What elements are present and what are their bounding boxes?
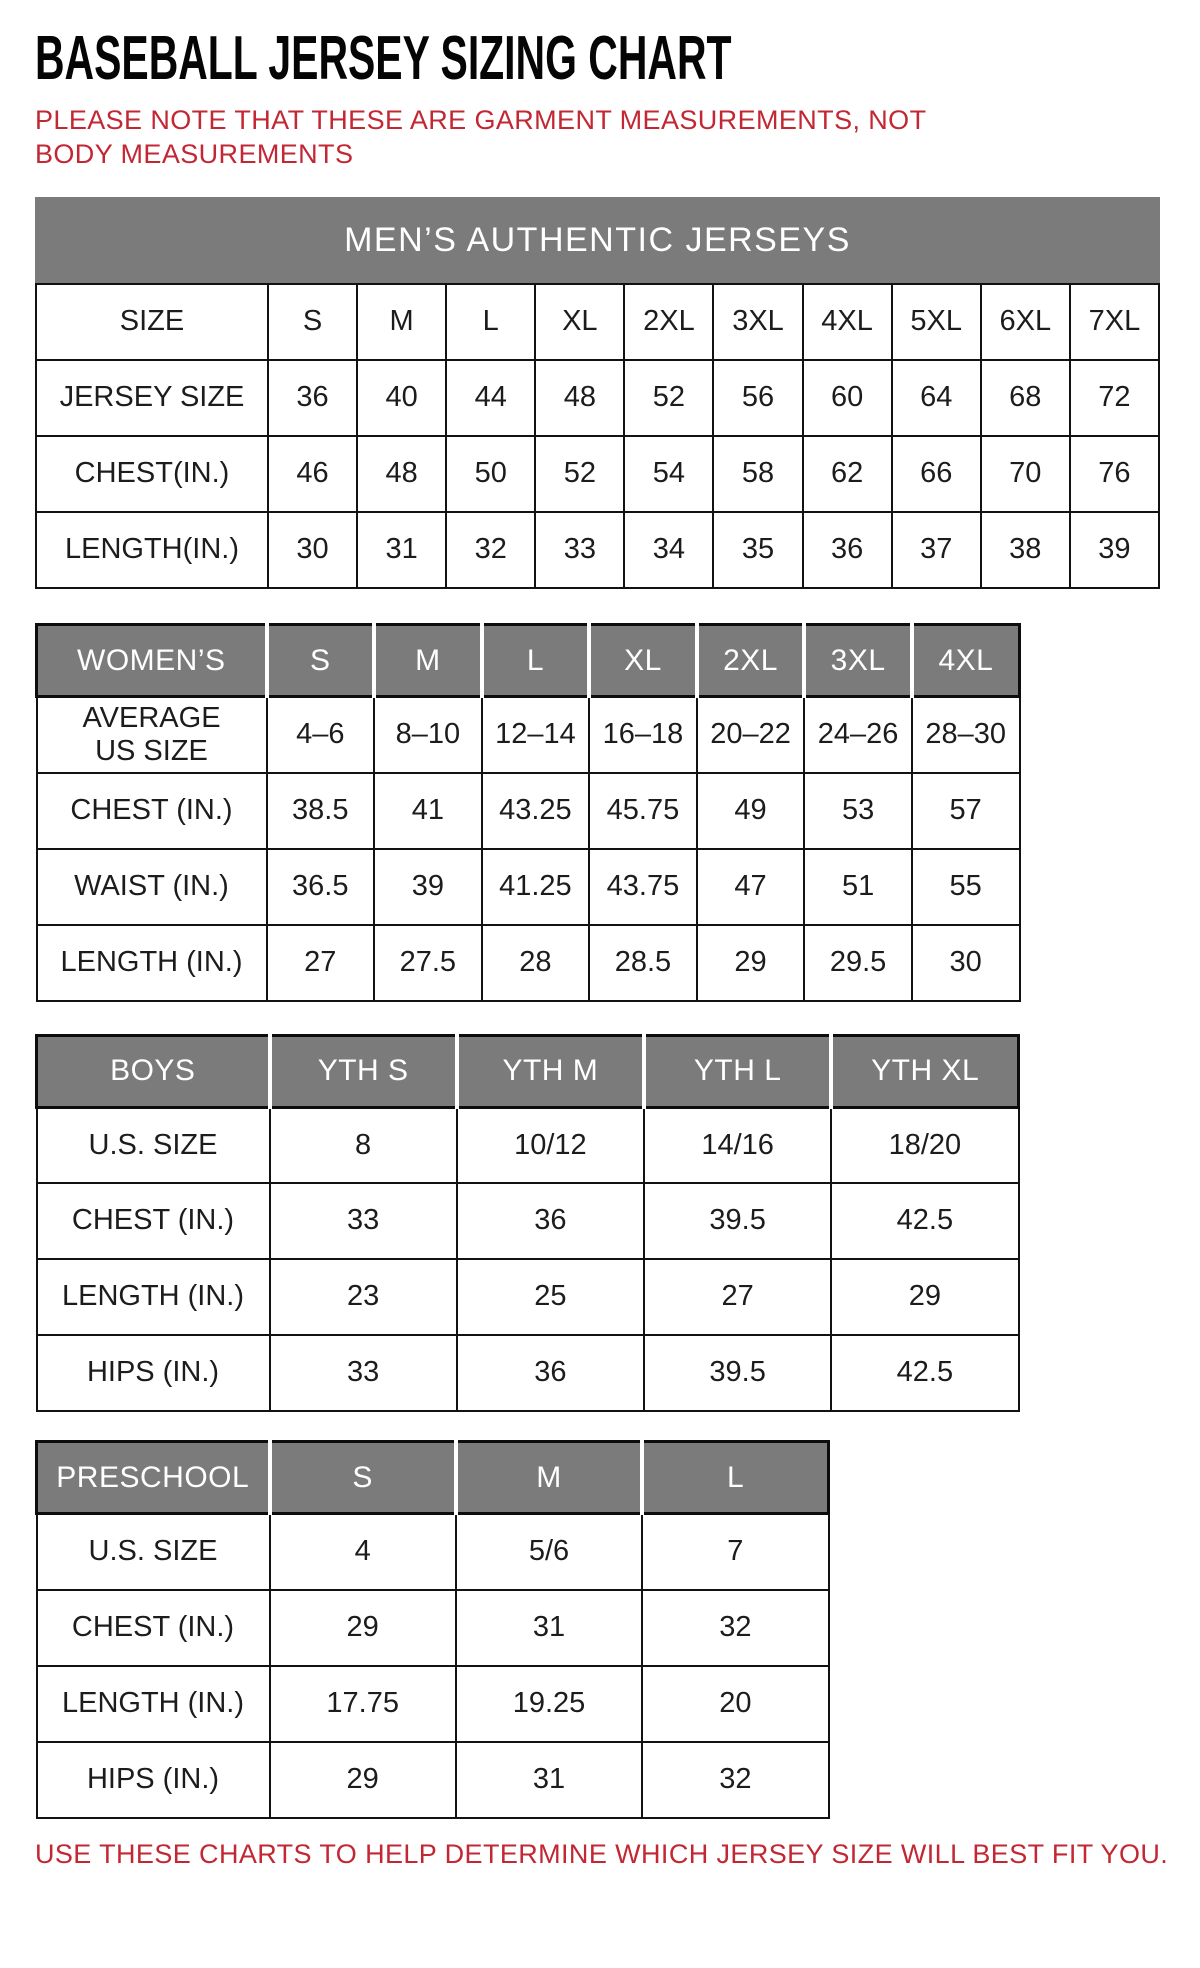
row-label-cell: CHEST (IN.) xyxy=(37,1183,270,1259)
value-cell: 57 xyxy=(912,773,1020,849)
table-row xyxy=(37,849,1020,925)
value-cell: 29 xyxy=(831,1259,1018,1335)
row-label-cell: WAIST (IN.) xyxy=(37,849,267,925)
table-row xyxy=(36,512,1159,588)
value-cell: 36.5 xyxy=(267,849,375,925)
value-cell: 47 xyxy=(697,849,805,925)
size-column-header: S xyxy=(267,625,375,697)
value-cell: 8 xyxy=(270,1107,457,1183)
boys-header-row xyxy=(37,1035,1019,1107)
value-cell: 10/12 xyxy=(457,1107,644,1183)
value-cell: 33 xyxy=(535,512,624,588)
table-row xyxy=(37,1335,1019,1411)
value-cell: 19.25 xyxy=(456,1666,642,1742)
value-cell: 17.75 xyxy=(270,1666,456,1742)
row-label-cell: LENGTH (IN.) xyxy=(37,1259,270,1335)
value-cell: 4–6 xyxy=(267,697,375,773)
row-label-cell: CHEST (IN.) xyxy=(37,1590,270,1666)
value-cell: 29 xyxy=(270,1590,456,1666)
table-row xyxy=(36,284,1159,360)
size-column-header: 2XL xyxy=(697,625,805,697)
value-cell: 38 xyxy=(981,512,1070,588)
page-title-text: BASEBALL JERSEY SIZING CHART xyxy=(35,24,732,93)
size-column-header: YTH XL xyxy=(831,1035,1018,1107)
value-cell: 4XL xyxy=(803,284,892,360)
value-cell: 30 xyxy=(268,512,357,588)
value-cell: 20–22 xyxy=(697,697,805,773)
value-cell: 28.5 xyxy=(589,925,697,1001)
value-cell: 48 xyxy=(357,436,446,512)
size-column-header: 3XL xyxy=(804,625,912,697)
value-cell: 44 xyxy=(446,360,535,436)
row-label-cell: U.S. SIZE xyxy=(37,1514,270,1590)
row-label-cell: HIPS (IN.) xyxy=(37,1335,270,1411)
value-cell: M xyxy=(357,284,446,360)
table-row xyxy=(37,1742,829,1818)
table-row xyxy=(37,1514,829,1590)
size-column-header: L xyxy=(642,1442,828,1514)
page-title xyxy=(35,26,1200,91)
size-column-header: YTH M xyxy=(457,1035,644,1107)
boys-header-label: BOYS xyxy=(37,1035,270,1107)
value-cell: 5/6 xyxy=(456,1514,642,1590)
row-label-cell: LENGTH (IN.) xyxy=(37,925,267,1001)
table-row xyxy=(37,1183,1019,1259)
value-cell: 2XL xyxy=(624,284,713,360)
table-row xyxy=(36,360,1159,436)
table-row xyxy=(36,436,1159,512)
sizing-chart-page xyxy=(0,26,1200,1871)
value-cell: 28–30 xyxy=(912,697,1020,773)
table-row xyxy=(37,773,1020,849)
value-cell: 45.75 xyxy=(589,773,697,849)
value-cell: 64 xyxy=(892,360,981,436)
table-row xyxy=(37,1259,1019,1335)
value-cell: 12–14 xyxy=(482,697,590,773)
value-cell: 5XL xyxy=(892,284,981,360)
preschool-size-table xyxy=(35,1440,830,1819)
value-cell: 54 xyxy=(624,436,713,512)
row-label-cell: LENGTH (IN.) xyxy=(37,1666,270,1742)
size-column-header: M xyxy=(456,1442,642,1514)
table-row xyxy=(37,697,1020,773)
table-row xyxy=(37,1590,829,1666)
value-cell: 29 xyxy=(270,1742,456,1818)
mens-table-section xyxy=(35,197,1200,589)
value-cell: 55 xyxy=(912,849,1020,925)
value-cell: 32 xyxy=(642,1742,828,1818)
value-cell: 27.5 xyxy=(374,925,482,1001)
value-cell: 27 xyxy=(267,925,375,1001)
row-label-cell: LENGTH(IN.) xyxy=(36,512,268,588)
value-cell: 35 xyxy=(713,512,802,588)
table-row xyxy=(37,1107,1019,1183)
note-garment-measurements: PLEASE NOTE THAT THESE ARE GARMENT MEASUREMENTS, NOT BODY MEASUREMENTS xyxy=(35,105,926,170)
value-cell: L xyxy=(446,284,535,360)
row-label-cell: AVERAGE US SIZE xyxy=(37,697,267,773)
row-label-cell: CHEST (IN.) xyxy=(37,773,267,849)
value-cell: 31 xyxy=(357,512,446,588)
row-label-cell: SIZE xyxy=(36,284,268,360)
value-cell: 39.5 xyxy=(644,1335,831,1411)
table-row xyxy=(37,925,1020,1001)
value-cell: 39.5 xyxy=(644,1183,831,1259)
value-cell: 39 xyxy=(374,849,482,925)
value-cell: 56 xyxy=(713,360,802,436)
size-column-header: L xyxy=(482,625,590,697)
value-cell: XL xyxy=(535,284,624,360)
size-column-header: M xyxy=(374,625,482,697)
value-cell: 49 xyxy=(697,773,805,849)
value-cell: 23 xyxy=(270,1259,457,1335)
value-cell: 3XL xyxy=(713,284,802,360)
value-cell: 30 xyxy=(912,925,1020,1001)
value-cell: 53 xyxy=(804,773,912,849)
value-cell: 31 xyxy=(456,1590,642,1666)
note-fit-advice: USE THESE CHARTS TO HELP DETERMINE WHICH JERSEY SIZE WILL BEST FIT YOU. xyxy=(35,1838,1169,1869)
value-cell: 60 xyxy=(803,360,892,436)
value-cell: 68 xyxy=(981,360,1070,436)
value-cell: 28 xyxy=(482,925,590,1001)
value-cell: 51 xyxy=(804,849,912,925)
value-cell: 36 xyxy=(268,360,357,436)
value-cell: 66 xyxy=(892,436,981,512)
value-cell: 40 xyxy=(357,360,446,436)
size-column-header: XL xyxy=(589,625,697,697)
size-column-header: YTH L xyxy=(644,1035,831,1107)
value-cell: 36 xyxy=(457,1183,644,1259)
value-cell: 4 xyxy=(270,1514,456,1590)
value-cell: 46 xyxy=(268,436,357,512)
value-cell: 24–26 xyxy=(804,697,912,773)
value-cell: 36 xyxy=(803,512,892,588)
table-row xyxy=(37,1666,829,1742)
preschool-header-row xyxy=(37,1442,829,1514)
value-cell: 50 xyxy=(446,436,535,512)
value-cell: 52 xyxy=(535,436,624,512)
preschool-header-label: PRESCHOOL xyxy=(37,1442,270,1514)
value-cell: 52 xyxy=(624,360,713,436)
value-cell: 25 xyxy=(457,1259,644,1335)
value-cell: 37 xyxy=(892,512,981,588)
value-cell: 41 xyxy=(374,773,482,849)
value-cell: 32 xyxy=(642,1590,828,1666)
value-cell: 32 xyxy=(446,512,535,588)
value-cell: 43.75 xyxy=(589,849,697,925)
value-cell: 39 xyxy=(1070,512,1159,588)
value-cell: 70 xyxy=(981,436,1070,512)
row-label-cell: CHEST(IN.) xyxy=(36,436,268,512)
row-label-cell: U.S. SIZE xyxy=(37,1107,270,1183)
mens-size-table xyxy=(35,283,1160,589)
value-cell: 20 xyxy=(642,1666,828,1742)
value-cell: 33 xyxy=(270,1335,457,1411)
value-cell: 72 xyxy=(1070,360,1159,436)
value-cell: 38.5 xyxy=(267,773,375,849)
size-column-header: 4XL xyxy=(912,625,1020,697)
row-label-cell: HIPS (IN.) xyxy=(37,1742,270,1818)
value-cell: 62 xyxy=(803,436,892,512)
value-cell: 36 xyxy=(457,1335,644,1411)
value-cell: 41.25 xyxy=(482,849,590,925)
value-cell: 7 xyxy=(642,1514,828,1590)
womens-header-row xyxy=(37,625,1020,697)
value-cell: 34 xyxy=(624,512,713,588)
value-cell: 33 xyxy=(270,1183,457,1259)
value-cell: 27 xyxy=(644,1259,831,1335)
value-cell: 31 xyxy=(456,1742,642,1818)
row-label-cell: JERSEY SIZE xyxy=(36,360,268,436)
value-cell: 6XL xyxy=(981,284,1070,360)
boys-size-table xyxy=(35,1034,1020,1413)
value-cell: 18/20 xyxy=(831,1107,1018,1183)
value-cell: 42.5 xyxy=(831,1183,1018,1259)
value-cell: 58 xyxy=(713,436,802,512)
value-cell: 14/16 xyxy=(644,1107,831,1183)
value-cell: 29 xyxy=(697,925,805,1001)
size-column-header: YTH S xyxy=(270,1035,457,1107)
mens-authentic-jerseys-banner: MEN’S AUTHENTIC JERSEYS xyxy=(35,197,1160,283)
womens-header-label: WOMEN’S xyxy=(37,625,267,697)
size-column-header: S xyxy=(270,1442,456,1514)
value-cell: 48 xyxy=(535,360,624,436)
womens-size-table xyxy=(35,623,1021,1002)
value-cell: 7XL xyxy=(1070,284,1159,360)
value-cell: 43.25 xyxy=(482,773,590,849)
value-cell: 29.5 xyxy=(804,925,912,1001)
value-cell: 16–18 xyxy=(589,697,697,773)
value-cell: S xyxy=(268,284,357,360)
value-cell: 76 xyxy=(1070,436,1159,512)
value-cell: 8–10 xyxy=(374,697,482,773)
value-cell: 42.5 xyxy=(831,1335,1018,1411)
